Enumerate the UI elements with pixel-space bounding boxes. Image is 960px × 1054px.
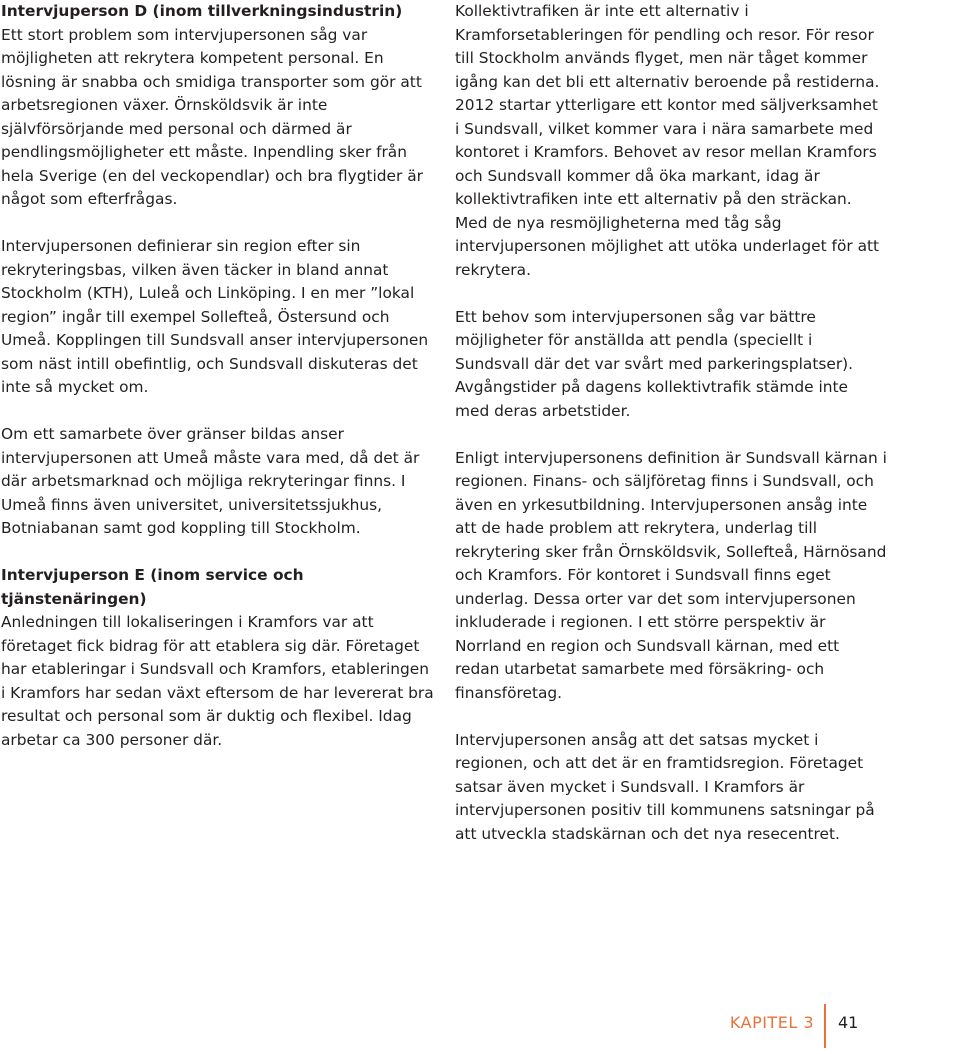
paragraph-spacer	[1, 400, 434, 424]
paragraph-spacer	[1, 212, 434, 236]
footer-divider	[824, 1004, 826, 1048]
left-column	[1, 0, 434, 752]
right-column	[455, 0, 887, 846]
section-d-paragraph-1: Ett stort problem som intervjupersonen såg var möjligheten att rekrytera kompetent personal. En lösning är snabba och smidiga transporter som gör att arbetsregionen växer. Örnsköldsvik är inte självförsörjande med personal och därmed är pendlingsmöjligheter ett måste. Inpendling sker från hela Sverige (en del veckopendlar) och bra flygtider är något som efterfrågas.	[1, 25, 423, 208]
page-number: 41	[838, 1013, 859, 1032]
paragraph-spacer	[455, 705, 887, 729]
section-d-heading: Intervjuperson D (inom tillverkningsindustrin)	[1, 2, 403, 20]
right-paragraph-2: Ett behov som intervjupersonen såg var bättre möjligheter för anställda att pendla (speciellt i Sundsvall där det var svårt med parkeringsplatser). Avgångstider på dagens kollektivtrafik stämde inte med deras arbetstider.	[455, 307, 854, 420]
section-d-paragraph-2: Intervjupersonen definierar sin region efter sin rekryteringsbas, vilken även täcker in bland annat Stockholm (KTH), Luleå och Linköping. I en mer ”lokal region” ingår till exempel Sollefteå, Östersund och Umeå. Kopplingen till Sundsvall anser intervjupersonen som näst intill obefintlig, och Sundsvall diskuteras det inte så mycket om.	[1, 237, 429, 396]
chapter-label: KAPITEL 3	[729, 1013, 814, 1032]
right-paragraph-1: Kollektivtrafiken är inte ett alternativ i Kramforsetableringen för pendling och resor. För resor till Stockholm används flyget, men när tåget kommer igång kan det bli ett alternativ beroende på restiderna. 2012 startar ytterligare ett kontor med säljverksamhet i Sundsvall, vilket kommer vara i nära samarbete med kontoret i Kramfors. Behovet av resor mellan Kramfors och Sundsvall kommer då öka markant, idag är kollektivtrafiken inte ett alternativ på den sträckan. Med de nya resmöjligheterna med tåg såg intervjupersonen möjlighet att utöka underlaget för att rekrytera.	[455, 2, 880, 279]
paragraph-spacer	[1, 541, 434, 565]
paragraph-spacer	[455, 423, 887, 447]
page-footer	[0, 1004, 960, 1040]
section-d-paragraph-3: Om ett samarbete över gränser bildas anser intervjupersonen att Umeå måste vara med, då det är där arbetsmarknad och möjliga rekryteringar finns. I Umeå finns även universitet, universitetssjukhus, Botniabanan samt god koppling till Stockholm.	[1, 425, 420, 537]
right-paragraph-4: Intervjupersonen ansåg att det satsas mycket i regionen, och att det är en framtidsregion. Företaget satsar även mycket i Sundsvall. I Kramfors är intervjupersonen positiv till kommunens satsningar på att utveckla stadskärnan och det nya resecentret.	[455, 730, 875, 843]
right-paragraph-3: Enligt intervjupersonens definition är Sundsvall kärnan i regionen. Finans- och säljföretag finns i Sundsvall, och även en yrkesutbildning. Intervjupersonen ansåg inte att de hade problem att rekrytera, underlag till rekrytering sker från Örnsköldsvik, Sollefteå, Härnösand och Kramfors. För kontoret i Sundsvall finns eget underlag. Dessa orter var det som intervjupersonen inkluderade i regionen. I ett större perspektiv är Norrland en region och Sundsvall kärnan, med ett redan utarbetat samarbete med försäkring- och finansföretag.	[455, 448, 887, 702]
paragraph-spacer	[455, 282, 887, 306]
section-e-heading: Intervjuperson E (inom service och tjänstenäringen)	[1, 566, 304, 608]
section-e-paragraph-1: Anledningen till lokaliseringen i Kramfors var att företaget fick bidrag för att etablera sig där. Företaget har etableringar i Sundsvall och Kramfors, etableringen i Kramfors har sedan växt eftersom de har levererat bra resultat och personal som är duktig och flexibel. Idag arbetar ca 300 personer där.	[1, 613, 434, 749]
